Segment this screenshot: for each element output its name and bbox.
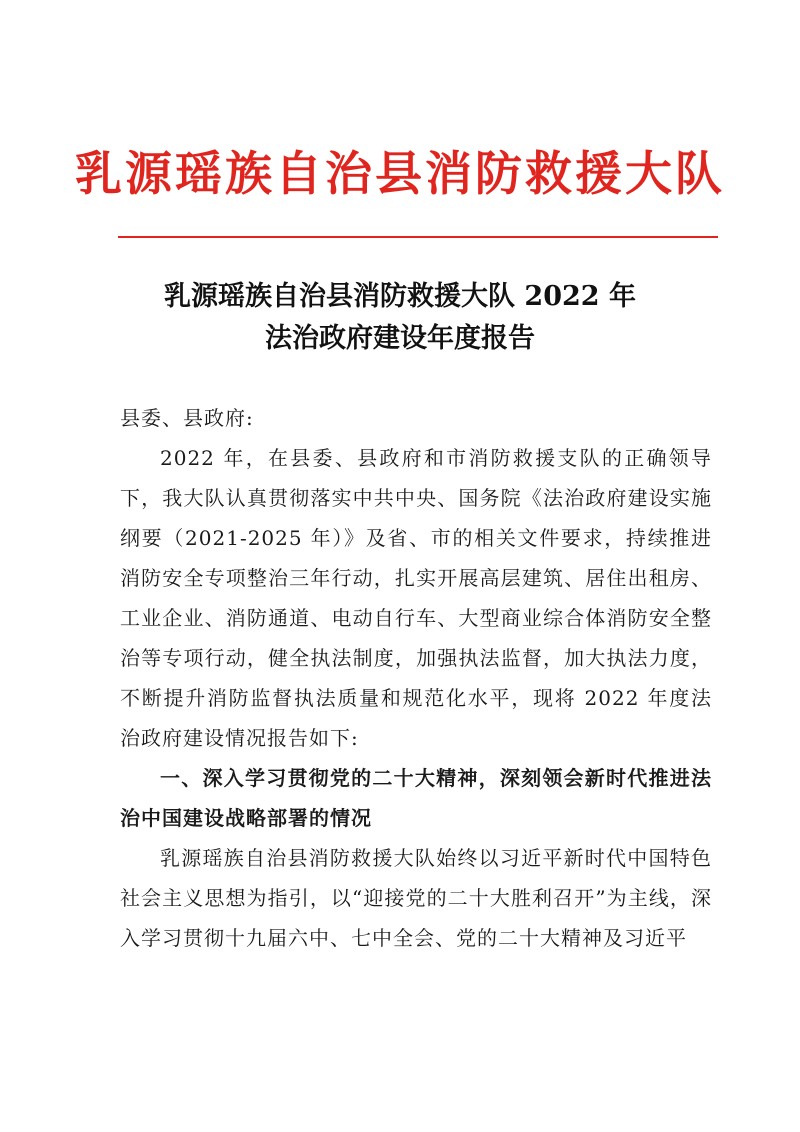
masthead-title: 乳源瑶族自治县消防救援大队 (75, 147, 725, 202)
salutation: 县委、县政府: (120, 406, 254, 430)
paragraph-intro: 2022 年，在县委、县政府和市消防救援支队的正确领导下，我大队认真贯彻落实中共中央、国务院《法治政府建设实施纲要（2021-2025 年）》及省、市的相关文件要求，持续推进消防安全专项整治三年行动，扎实开展高层建筑、居住出租房、工业企业、消防通道、电动自行车、大型商业综合体消防安全整治等专项行动，健全执法制度，加强执法监督，加大执法力度，不断提升消防监督执法质量和规范化水平，现将 2022 年度法治政府建设情况报告如下: (120, 446, 712, 750)
report-title-line-2: 法治政府建设年度报告 (265, 323, 535, 354)
report-title (0, 276, 800, 360)
masthead-red-rule (118, 236, 718, 238)
section-1-heading: 一、深入学习贯彻党的二十大精神，深刻领会新时代推进法治中国建设战略部署的情况 (120, 766, 712, 830)
paragraph-section-1: 乳源瑶族自治县消防救援大队始终以习近平新时代中国特色社会主义思想为指引，以“迎接党的二十大胜利召开”为主线，深入学习贯彻十九届六中、七中全会、党的二十大精神及习近平 (120, 846, 712, 950)
report-title-line-1: 乳源瑶族自治县消防救援大队 2022 年 (164, 281, 636, 312)
document-body (120, 398, 712, 958)
